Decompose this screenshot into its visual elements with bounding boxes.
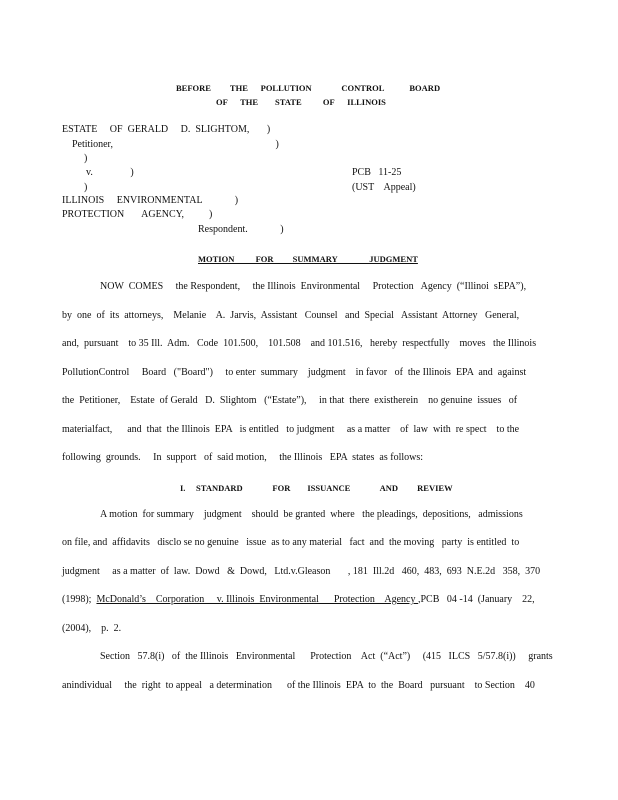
para2-line-4	[62, 594, 535, 606]
para1-line-5: the Petitioner, Estate of Gerald D. Slightom (“Estate”), in that there existherein no genuine issues of	[62, 395, 518, 406]
caption-petitioner: Petitioner, )	[72, 139, 279, 150]
caption-paren-2: )	[84, 182, 88, 193]
para1-line-4: PollutionControl Board ("Board") to enter summary judgment in favor of the Illinois EPA and against	[62, 367, 527, 378]
para2-line-3: judgment as a matter of law. Dowd & Dowd, Ltd.v.Gleason , 181 Ill.2d 460, 483, 693 N.E.2d 358, 370	[62, 566, 541, 577]
para2-line-4-pre: (1998);	[62, 594, 97, 605]
caption-estate: ESTATE OF GERALD D. SLIGHTOM, )	[62, 124, 271, 135]
caption-case-number: PCB 11-25	[352, 167, 402, 178]
para2-line-2: on file, and affidavits disclo se no genuine issue as to any material fact and the moving party is entitled to	[62, 537, 520, 548]
para3-line-2: anindividual the right to appeal a determination of the Illinois EPA to the Board pursuant to Section 40	[62, 680, 535, 691]
para1-line-3: and, pursuant to 35 Ill. Adm. Code 101.500, 101.508 and 101.516, hereby respectfully moves the Illinois	[62, 338, 537, 349]
para1-line-7: following grounds. In support of said motion, the Illinois EPA states as follows:	[62, 452, 424, 463]
caption-agency-2: PROTECTION AGENCY, )	[62, 209, 213, 220]
para2-line-4-post: ,PCB 04 -14 (January 22,	[417, 594, 535, 605]
para1-line-1: NOW COMES the Respondent, the Illinois Environmental Protection Agency (“Illinoi sEPA”),	[100, 281, 527, 292]
case-citation-mcdonalds: McDonald’s Corporation v. Illinois Environmental Protection Agency	[96, 594, 418, 605]
caption-case-type: (UST Appeal)	[352, 182, 416, 193]
motion-title: MOTION FOR SUMMARY JUDGMENT	[198, 254, 418, 264]
heading-line-1: BEFORE THE POLLUTION CONTROL BOARD	[176, 83, 441, 93]
heading-line-2: OF THE STATE OF ILLINOIS	[216, 97, 386, 107]
para2-line-1: A motion for summary judgment should be granted where the pleadings, depositions, admissions	[100, 509, 523, 520]
caption-agency-1: ILLINOIS ENVIRONMENTAL )	[62, 195, 239, 206]
section-heading-standard: I. STANDARD FOR ISSUANCE AND REVIEW	[180, 483, 453, 493]
para1-line-6: materialfact, and that the Illinois EPA is entitled to judgment as a matter of law with re spect to the	[62, 424, 520, 435]
caption-respondent: Respondent. )	[198, 224, 284, 235]
para1-line-2: by one of its attorneys, Melanie A. Jarvis, Assistant Counsel and Special Assistant Attorney General,	[62, 310, 520, 321]
caption-versus: v. )	[86, 167, 134, 178]
para3-line-1: Section 57.8(i) of the Illinois Environmental Protection Act (“Act”) (415 ILCS 5/57.8(i)) grants	[100, 651, 553, 662]
caption-paren-1: )	[84, 153, 88, 164]
para2-line-5: (2004), p. 2.	[62, 623, 122, 634]
